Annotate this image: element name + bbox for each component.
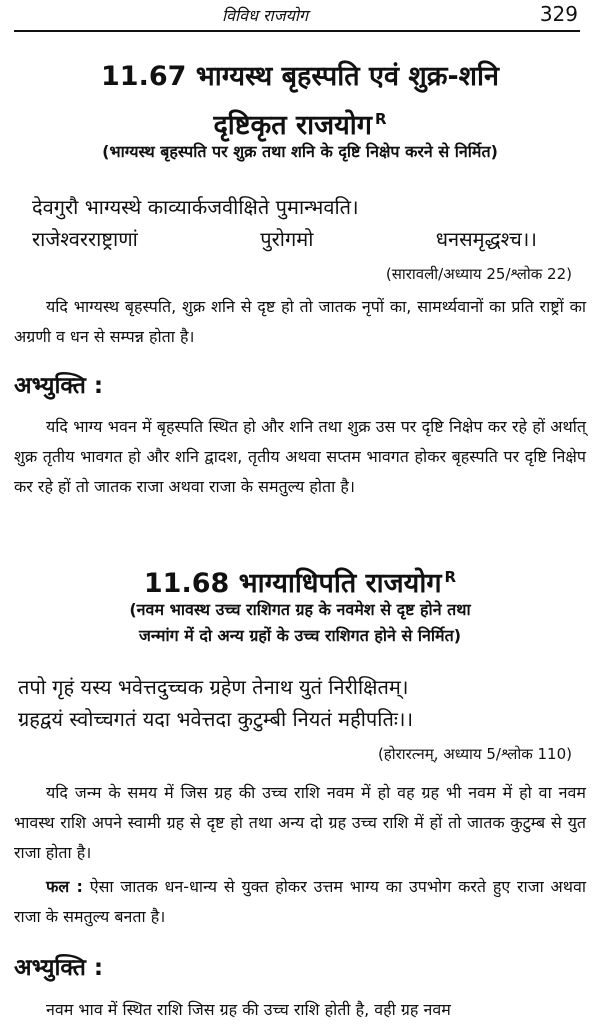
section-title-11-67-line2 xyxy=(0,100,600,145)
section-title-11-67-line2-text: दृष्टिकृत राजयोग xyxy=(213,110,372,141)
meaning-text: यदि जन्म के समय में जिस ग्रह की उच्च राशि नवम में हो वह ग्रह भी नवम में हो वा नवम भावस्थ राशि अपने स्वामी ग्रह से दृष्ट हो तथा अन्य दो ग्रह उच्च राशि में हों तो जातक कुटुम्ब से युत राजा होता है। xyxy=(14,783,586,862)
fal-label: फल : xyxy=(46,877,83,896)
fal-paragraph xyxy=(14,872,586,932)
meaning-11-67 xyxy=(14,292,586,352)
verse-line-1: देवगुरौ भाग्यस्थे काव्यार्कजवीक्षिते पुमान्भवति। xyxy=(32,195,359,219)
citation-11-67: (सारावली/अध्याय 25/श्लोक 22) xyxy=(385,265,572,283)
r-mark: R xyxy=(375,110,387,128)
verse-word: राजेश्वरराष्ट्राणां xyxy=(32,227,138,251)
verse-line-2: ग्रहद्वयं स्वोच्चगतं यदा भवेत्तदा कुटुम्बी नियतं महीपतिः।। xyxy=(18,707,414,731)
meaning-text: यदि भाग्यस्थ बृहस्पति, शुक्र शनि से दृष्ट हो तो जातक नृपों का, सामर्थ्यवानों का प्रति राष्ट्रों का अग्रणी व धन से सम्पन्न होता है। xyxy=(14,297,586,346)
fal-11-68 xyxy=(14,872,586,932)
section-subtitle-11-67: (भाग्यस्थ बृहस्पति पर शुक्र तथा शनि के दृष्टि निक्षेप करने से निर्मित) xyxy=(102,142,498,161)
r-mark: R xyxy=(444,568,457,586)
section-subtitle-11-68-line1: (नवम भावस्थ उच्च राशिगत ग्रह के नवमेश से दृष्ट होने तथा xyxy=(129,600,471,619)
remark-11-68 xyxy=(14,995,586,1029)
meaning-11-68 xyxy=(14,778,586,868)
remark-text: नवम भाव में स्थित राशि जिस ग्रह की उच्च राशि होती है, वही ग्रह नवम xyxy=(46,1000,451,1019)
citation-11-68: (होरारत्नम्, अध्याय 5/श्लोक 110) xyxy=(377,745,572,763)
verse-11-68 xyxy=(18,672,584,736)
verse-line-1: तपो गृहं यस्य भवेत्तदुच्चक ग्रहेण तेनाथ युतं निरीक्षितम्। xyxy=(18,675,409,699)
remark-11-67 xyxy=(14,412,586,502)
fal-text: ऐसा जातक धन-धान्य से युक्त होकर उत्तम भाग्य का उपभोग करते हुए राजा अथवा राजा के समतुल्य बनता है। xyxy=(14,877,587,926)
running-title: विविध राजयोग xyxy=(222,6,308,25)
remark-text: यदि भाग्य भवन में बृहस्पति स्थित हो और शनि तथा शुक्र उस पर दृष्टि निक्षेप कर रहे हों अर्थात् शुक्र तृतीय भावगत हो और शनि द्वादश, तृतीय अथवा सप्तम भावगत होकर बृहस्पति पर दृष्टि निक्षेप कर रहे हों तो जातक राजा अथवा राजा के समतुल्य होता है। xyxy=(14,417,586,496)
section-subtitle-11-68-line2: जन्मांग में दो अन्य ग्रहों के उच्च राशिगत होने से निर्मित) xyxy=(138,626,462,645)
section-title-11-68 xyxy=(0,558,600,603)
verse-word: धनसमृद्धश्च।। xyxy=(435,227,537,251)
verse-line-2 xyxy=(32,224,537,256)
section-title-11-68-text: 11.68 भाग्याधिपति राजयोग xyxy=(143,568,442,599)
page-header xyxy=(0,0,600,34)
remark-heading-11-68: अभ्युक्ति : xyxy=(14,955,104,981)
header-rule xyxy=(14,30,580,32)
verse-11-67 xyxy=(32,192,572,256)
remark-heading-11-67: अभ्युक्ति : xyxy=(14,373,104,399)
verse-word: पुरोगमो xyxy=(260,227,314,251)
page-number: 329 xyxy=(539,2,578,26)
section-title-11-67-line1: 11.67 भाग्यस्थ बृहस्पति एवं शुक्र-शनि xyxy=(101,61,499,92)
